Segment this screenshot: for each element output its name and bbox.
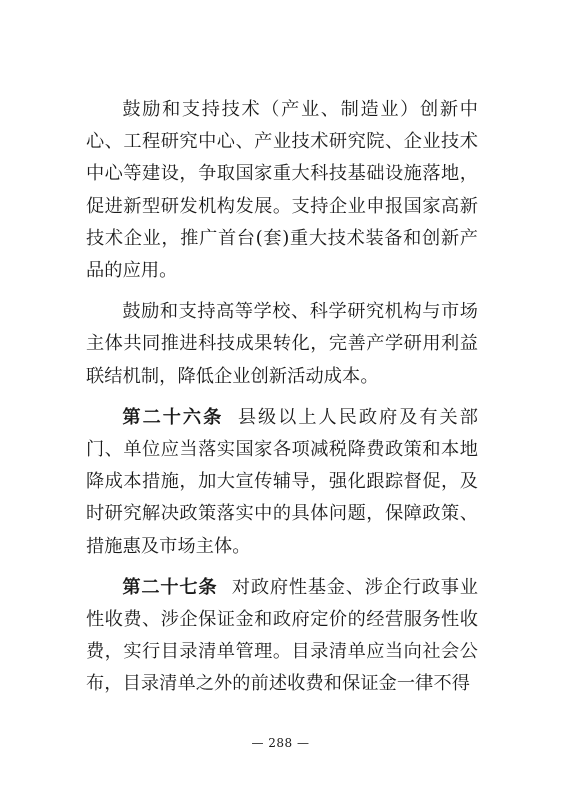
article-26-text: 县级以上人民政府及有关部门、单位应当落实国家各项减税降费政策和本地降成本措施，加大宣传辅导，强化跟踪督促，及时研究解决政策落实中的具体问题，保障政策、措施惠及市场主体。 [86,406,478,557]
article-26 [86,402,478,563]
article-26-heading: 第二十六条 [122,406,224,428]
paragraph-innovation-centers [86,94,478,287]
paragraph-text: 鼓励和支持技术（产业、制造业）创新中心、工程研究中心、产业技术研究院、企业技术中心等建设，争取国家重大科技基础设施落地，促进新型研发机构发展。支持企业申报国家高新技术企业，推广首台(套)重大技术装备和创新产品的应用。 [86,99,478,282]
paragraph-tech-transfer [86,296,478,393]
page-number: — 288 — [251,736,310,750]
article-27-text: 对政府性基金、涉企行政事业性收费、涉企保证金和政府定价的经营服务性收费，实行目录清单管理。目录清单应当向社会公布，目录清单之外的前述收费和保证金一律不得 [86,576,478,695]
paragraph-text: 鼓励和支持高等学校、科学研究机构与市场主体共同推进科技成果转化，完善产学研用利益联结机制，降低企业创新活动成本。 [86,301,478,387]
page-body [86,94,478,701]
article-27-heading: 第二十七条 [122,576,218,598]
article-27 [86,572,478,701]
